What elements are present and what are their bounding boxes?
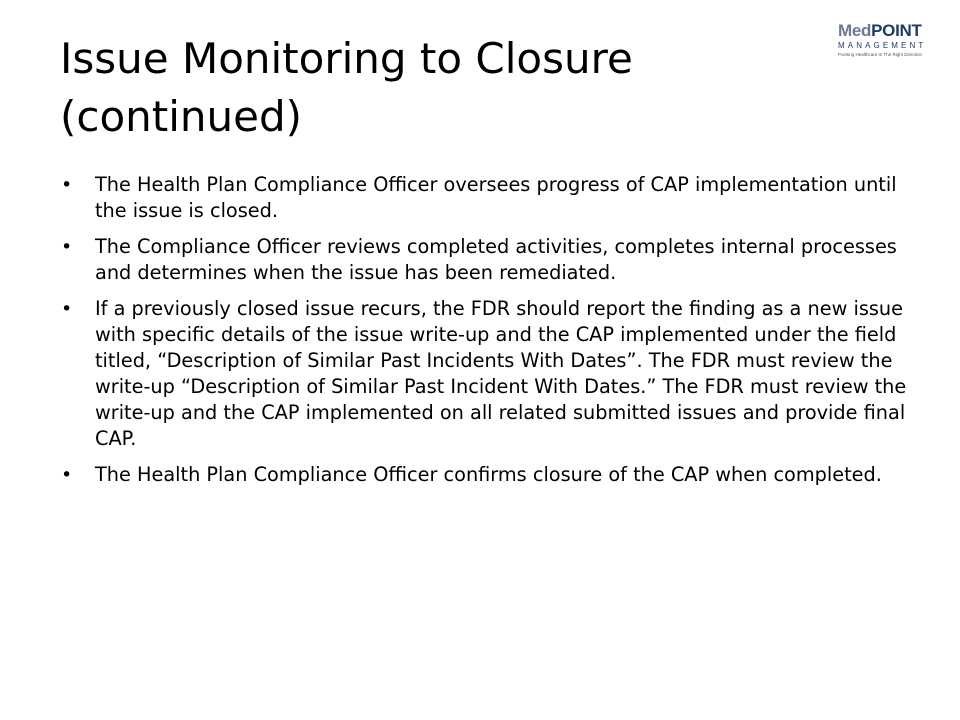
bullet-text: If a previously closed issue recurs, the FDR should report the finding as a new issue with specific details of the issue write-up and the CAP implemented under the field titled, “Description of Similar Past Incidents With Dates”. The FDR must review the write-up “Description of Similar Past Incident With Dates.” The FDR must review the write-up and the CAP implemented on all related submitted issues and provide final CAP.	[95, 297, 907, 450]
logo-wordmark	[838, 22, 944, 40]
logo-brand-point: POINT	[871, 21, 922, 40]
bullet-text: The Compliance Officer reviews completed activities, completes internal processes and determines when the issue has been remediated.	[95, 235, 897, 284]
bullet-dot-icon: •	[61, 236, 73, 258]
slide-title	[60, 30, 820, 146]
bullet-dot-icon: •	[61, 298, 73, 320]
bullet-item	[60, 296, 920, 452]
medpoint-logo	[838, 22, 944, 66]
bullet-text: The Health Plan Compliance Officer oversees progress of CAP implementation until the issue is closed.	[95, 173, 897, 222]
slide-title-line-1: Issue Monitoring to Closure	[60, 34, 633, 83]
bullet-dot-icon: •	[61, 174, 73, 196]
bullet-text: The Health Plan Compliance Officer confirms closure of the CAP when completed.	[95, 463, 882, 486]
logo-subtitle: MANAGEMENT	[838, 41, 927, 50]
bullet-item	[60, 172, 920, 224]
bullet-item	[60, 234, 920, 286]
logo-brand-med: Med	[838, 21, 872, 40]
logo-tagline: Pointing Healthcare In The Right Direction	[838, 52, 922, 57]
slide-title-line-2: (continued)	[60, 92, 303, 141]
bullet-item	[60, 462, 920, 488]
bullet-list	[60, 172, 920, 498]
bullet-dot-icon: •	[61, 464, 73, 486]
